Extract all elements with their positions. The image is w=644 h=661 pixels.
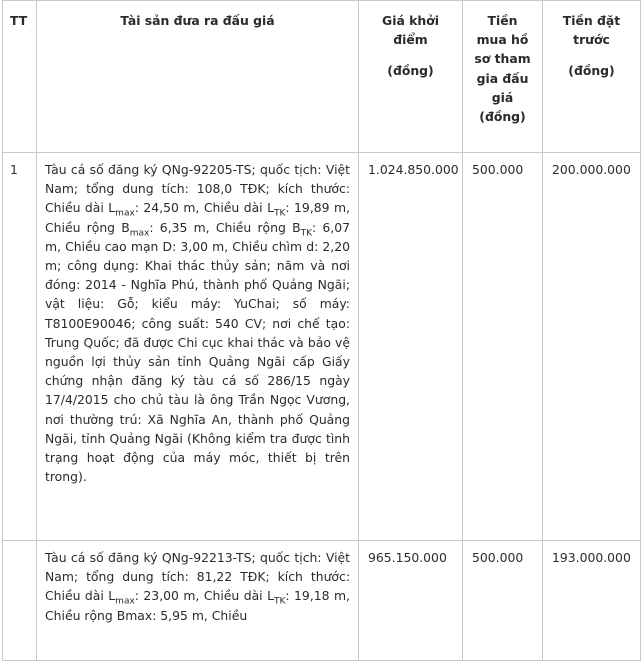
table-row xyxy=(3,153,641,541)
row-tt: 1 xyxy=(3,153,37,541)
row-start-price: 1.024.850.000 xyxy=(359,153,463,541)
header-start-price-line2: điểm xyxy=(393,32,428,48)
table-row xyxy=(3,541,641,661)
row-deposit: 200.000.000 xyxy=(543,153,641,541)
row-asset-description: Tàu cá số đăng ký QNg-92205-TS; quốc tịch: Việt Nam; tổng dung tích: 108,0 TĐK; kích thước: Chiều dài $L_{max}$: 24,50 m, Chiều dài $L_{TK}$: 19,89 m, Chiều rộng $B_{max}$: 6,35 m, Chiều rộng $B_{TK}$: 6,07 m, Chiều cao mạn D: 3,00 m, Chiều chìm d: 2,20 m; công dụng: Khai thác thủy sản; năm và nơi đóng: 2014 - Nghĩa Phú, thành phố Quảng Ngãi; vật liệu: Gỗ; kiểu máy: YuChai; số máy: T8100E90046; công suất: 540 CV; nơi chế tạo: Trung Quốc; đã được Chi cục khai thác và bảo vệ nguồn lợi thủy sản tỉnh Quảng Ngãi cấp Giấy chứng nhận đăng ký tàu cá số 286/15 ngày 17/4/2015 cho chủ tàu là ông Trần Ngọc Vương, nơi thường trú: Xã Nghĩa An, thành phố Quảng Ngãi, tỉnh Quảng Ngãi (Không kiểm tra được tình trạng hoạt động của máy móc, thiết bị trên trong). xyxy=(37,153,359,541)
header-start-price-unit: (đồng) xyxy=(387,63,434,79)
header-dossier-line5: giá xyxy=(491,89,514,105)
header-asset: Tài sản đưa ra đấu giá xyxy=(37,1,359,153)
header-dossier-line3: sơ tham xyxy=(474,51,531,67)
row-start-price: 965.150.000 xyxy=(359,541,463,661)
header-deposit-unit: (đồng) xyxy=(568,63,615,79)
header-row xyxy=(3,1,641,153)
header-start-price xyxy=(359,1,463,153)
header-deposit-line1: Tiền đặt xyxy=(562,13,621,28)
row-deposit: 193.000.000 xyxy=(543,541,641,661)
row-asset-description: Tàu cá số đăng ký QNg-92213-TS; quốc tịch: Việt Nam; tổng dung tích: 81,22 TĐK; kích thước: Chiều dài $L_{max}$: 23,00 m, Chiều dài $L_{TK}$: 19,18 m, Chiều rộng Bmax: 5,95 m, Chiều xyxy=(37,541,359,661)
header-dossier-fee xyxy=(463,1,543,153)
auction-table xyxy=(2,0,641,661)
header-deposit-line2: trước xyxy=(573,32,610,48)
header-dossier-line1: Tiền xyxy=(487,13,518,28)
header-start-price-line1: Giá khởi xyxy=(382,13,439,28)
row-dossier-fee: 500.000 xyxy=(463,541,543,661)
row-dossier-fee: 500.000 xyxy=(463,153,543,541)
header-dossier-unit: (đồng) xyxy=(479,109,526,125)
header-tt: TT xyxy=(3,1,37,153)
header-dossier-line4: gia đấu xyxy=(476,70,529,86)
row-tt xyxy=(3,541,37,661)
header-deposit xyxy=(543,1,641,153)
header-dossier-line2: mua hồ xyxy=(476,32,529,48)
